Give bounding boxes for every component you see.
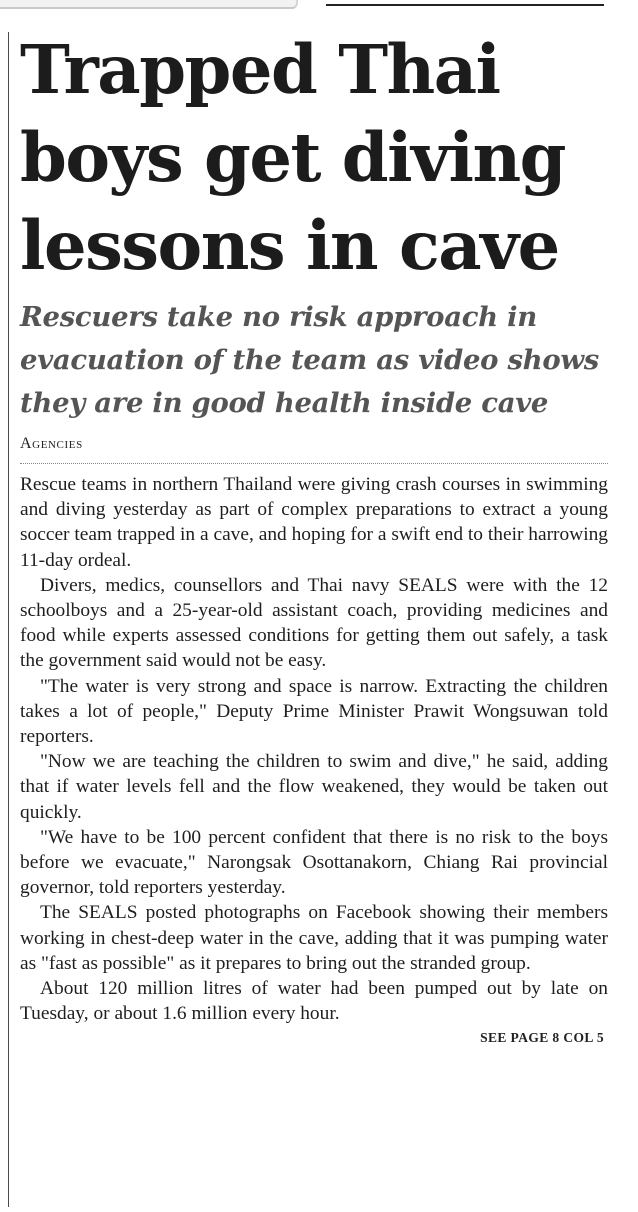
news-article [20, 26, 608, 1046]
headline-line: Trapped Thai [20, 30, 500, 109]
top-rule [326, 4, 604, 6]
subheadline-line: evacuation of the team as video shows [20, 344, 599, 376]
headline [20, 26, 608, 290]
byline-divider [20, 463, 608, 464]
subheadline-line: they are in good health inside cave [20, 387, 549, 419]
body-paragraph: "We have to be 100 percent confident that there is no risk to the boys before we evacuate," Narongsak Osottanakorn, Chiang Rai provincial governor, told reporters yesterday. [20, 826, 608, 899]
column-rule [8, 32, 9, 1207]
body-paragraph: Divers, medics, counsellors and Thai navy SEALS were with the 12 schoolboys and a 25-year-old assistant coach, providing medicines and food while experts assessed conditions for getting them out safely, a task the government said would not be easy. [20, 574, 608, 672]
body-paragraph: The SEALS posted photographs on Facebook showing their members working in chest-deep water in the cave, adding that it was pumping water as "fast as possible" as it prepares to bring out the stranded group. [20, 902, 608, 974]
continuation-jump: SEE PAGE 8 COL 5 [480, 1030, 604, 1046]
body-paragraph: Rescue teams in northern Thailand were giving crash courses in swimming and diving yesterday as part of complex preparations to extract a young soccer team trapped in a cave, and hoping for a swift end to their harrowing 11-day ordeal. [20, 474, 608, 571]
byline: Agencies [20, 435, 83, 452]
body-paragraph: About 120 million litres of water had been pumped out by late on Tuesday, or about 1.6 million every hour. [20, 978, 608, 1025]
article-body [20, 472, 608, 1026]
body-paragraph: "Now we are teaching the children to swim and dive," he said, adding that if water levels fell and the flow weakened, they would be taken out quickly. [20, 751, 608, 823]
previous-page-edge [0, 0, 298, 9]
page-top-strip [0, 0, 638, 12]
headline-line: boys get diving [20, 118, 566, 197]
subheadline [20, 296, 608, 425]
headline-line: lessons in cave [20, 206, 559, 285]
subheadline-line: Rescuers take no risk approach in [20, 301, 537, 333]
body-paragraph: "The water is very strong and space is narrow. Extracting the children takes a lot of people," Deputy Prime Minister Prawit Wongsuwan told reporters. [20, 675, 608, 748]
